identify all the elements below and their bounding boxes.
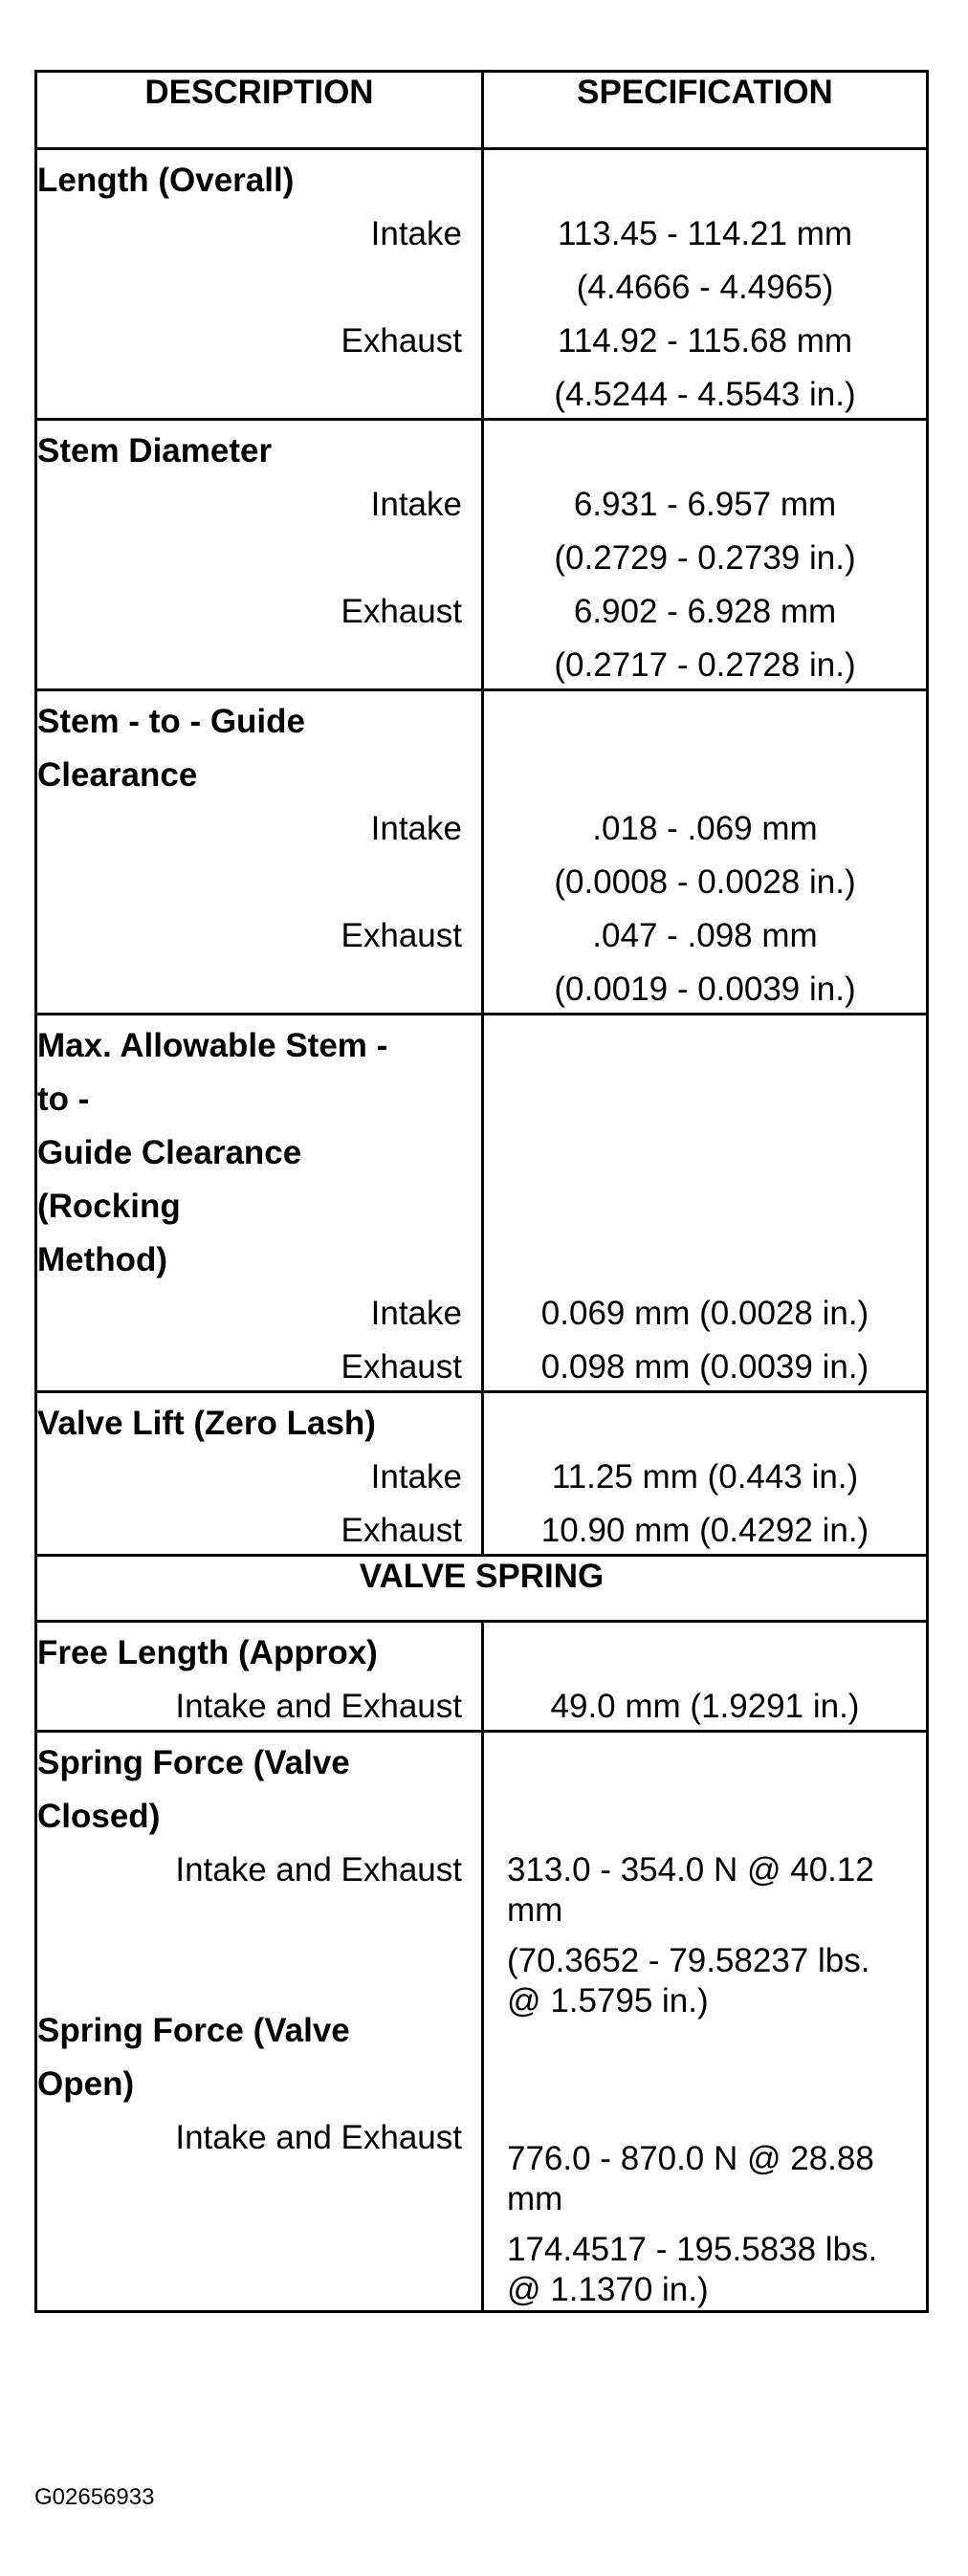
spec-value: 776.0 - 870.0 N @ 28.88 mm [507, 2140, 874, 2217]
section-max-allowable-clearance [36, 1015, 928, 1392]
specification-header: SPECIFICATION [483, 72, 928, 149]
row-label: Intake and Exhaust [175, 2119, 462, 2156]
row-label: Exhaust [341, 593, 462, 630]
description-header: DESCRIPTION [36, 72, 483, 149]
section-title: Guide Clearance [37, 1134, 302, 1171]
spec-value: (0.2729 - 0.2739 in.) [554, 539, 856, 577]
section-length-overall [36, 149, 928, 420]
section-title: Length (Overall) [37, 162, 295, 199]
section-title: to - [37, 1081, 90, 1118]
section-title: Max. Allowable Stem - [37, 1027, 388, 1064]
spec-value: 10.90 mm (0.4292 in.) [540, 1512, 869, 1549]
section-title: Open) [37, 2065, 135, 2103]
figure-id: G02656933 [34, 2484, 155, 2510]
row-label: Intake [370, 1295, 462, 1332]
spec-value: 0.069 mm (0.0028 in.) [540, 1295, 869, 1332]
spec-value: 114.92 - 115.68 mm [557, 322, 853, 360]
section-stem-guide-clearance [36, 690, 928, 1015]
table-header-row [36, 72, 928, 149]
spec-value: .047 - .098 mm [592, 917, 818, 954]
section-spring-force [36, 1732, 928, 2312]
row-label: Intake [370, 215, 462, 252]
row-label: Exhaust [341, 1348, 462, 1386]
spec-value: (4.4666 - 4.4965) [576, 269, 834, 306]
spec-value: (0.2717 - 0.2728 in.) [554, 646, 856, 684]
row-label: Exhaust [341, 322, 462, 360]
valve-spring-heading: VALVE SPRING [36, 1556, 928, 1622]
row-label: Intake [370, 486, 462, 523]
valve-spring-heading-row [36, 1556, 928, 1622]
spec-value: 6.902 - 6.928 mm [573, 593, 837, 630]
spec-value: 113.45 - 114.21 mm [557, 215, 853, 252]
section-valve-lift [36, 1392, 928, 1556]
spec-value: 11.25 mm (0.443 in.) [551, 1458, 859, 1495]
section-title: Method) [37, 1241, 168, 1278]
section-title: Clearance [37, 756, 198, 794]
section-free-length [36, 1622, 928, 1732]
section-title: (Rocking [37, 1188, 181, 1225]
section-title: Free Length (Approx) [37, 1634, 378, 1671]
section-title: Stem - to - Guide [37, 703, 305, 740]
spec-value: (0.0008 - 0.0028 in.) [554, 863, 856, 901]
row-label: Intake [370, 1458, 462, 1495]
row-label: Intake [370, 810, 462, 847]
section-title: Spring Force (Valve [37, 2012, 350, 2049]
row-label: Intake and Exhaust [175, 1851, 462, 1888]
spec-value: .018 - .069 mm [592, 810, 818, 847]
section-stem-diameter [36, 420, 928, 690]
valve-spec-table [34, 70, 929, 2313]
section-title: Closed) [37, 1798, 161, 1835]
spec-value: 6.931 - 6.957 mm [573, 486, 837, 523]
section-title: Valve Lift (Zero Lash) [37, 1405, 376, 1442]
section-title: Stem Diameter [37, 432, 273, 469]
spec-value: 49.0 mm (1.9291 in.) [550, 1688, 860, 1725]
row-label: Exhaust [341, 1512, 462, 1549]
spec-value: 0.098 mm (0.0039 in.) [540, 1348, 869, 1386]
row-label: Intake and Exhaust [175, 1688, 462, 1725]
row-label: Exhaust [341, 917, 462, 954]
spec-value: (4.5244 - 4.5543 in.) [554, 376, 856, 413]
spec-value: (0.0019 - 0.0039 in.) [554, 971, 856, 1008]
spec-value: 174.4517 - 195.5838 lbs. @ 1.1370 in.) [507, 2231, 878, 2308]
section-title: Spring Force (Valve [37, 1744, 350, 1781]
spec-value: 313.0 - 354.0 N @ 40.12 mm [507, 1851, 874, 1929]
spec-value: (70.3652 - 79.58237 lbs. @ 1.5795 in.) [507, 1942, 870, 2019]
